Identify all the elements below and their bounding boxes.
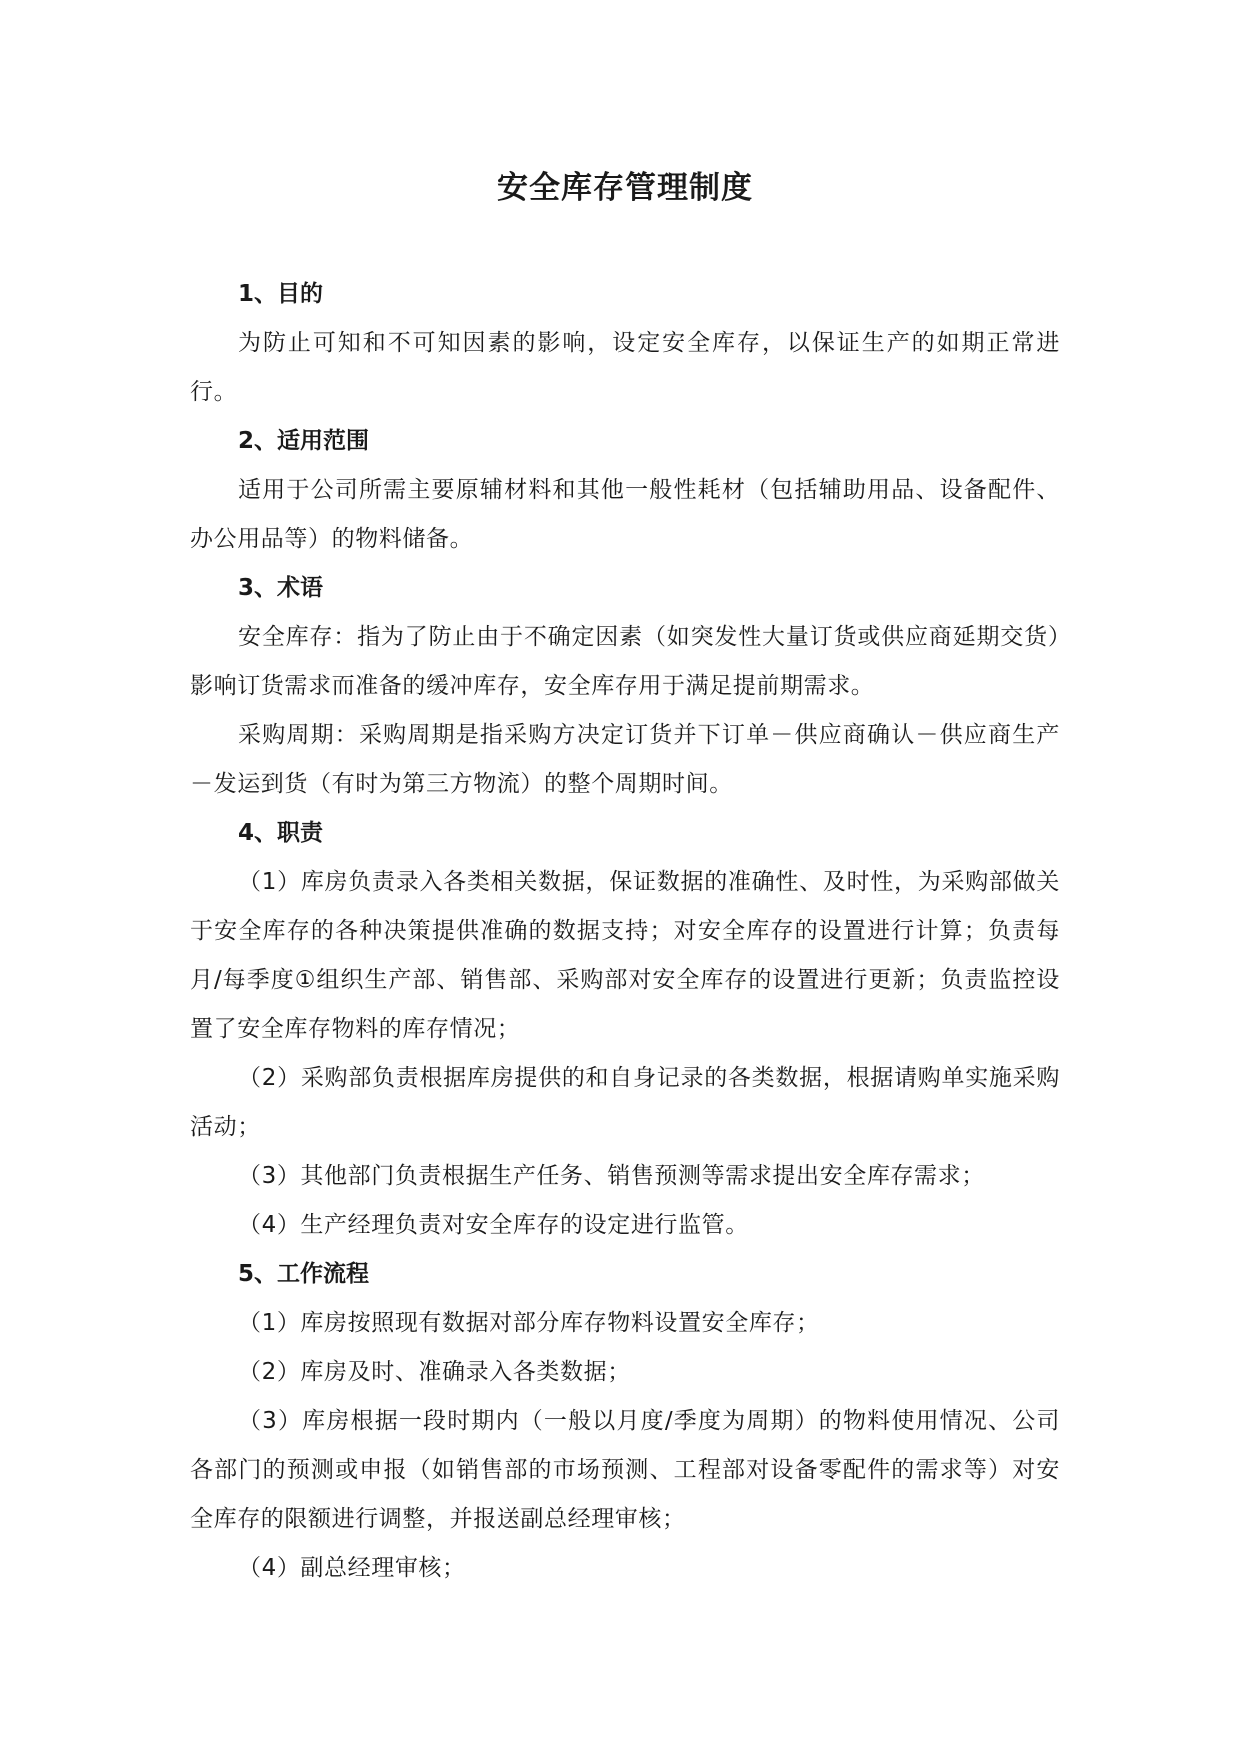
section-heading: 1、目的	[238, 281, 324, 307]
section-heading: 4、职责	[238, 820, 324, 846]
responsibility-item: （1）库房负责录入各类相关数据，保证数据的准确性、及时性，为采购部做关于安全库存的各种决策提供准确的数据支持；对安全库存的设置进行计算；负责每月/每季度①组织生产部、销售部、采购部对安全库存的设置进行更新；负责监控设置了安全库存物料的库存情况；	[190, 869, 1060, 1042]
section-responsibilities	[190, 809, 1060, 1250]
responsibility-item: （3）其他部门负责根据生产任务、销售预测等需求提出安全库存需求；	[238, 1163, 985, 1189]
section-paragraph: 为防止可知和不可知因素的影响，设定安全库存，以保证生产的如期正常进行。	[190, 330, 1060, 405]
term-safety-stock: 安全库存：指为了防止由于不确定因素（如突发性大量订货或供应商延期交货）影响订货需求而准备的缓冲库存，安全库存用于满足提前期需求。	[190, 624, 1060, 699]
term-purchase-cycle: 采购周期：采购周期是指采购方决定订货并下订单－供应商确认－供应商生产－发运到货（有时为第三方物流）的整个周期时间。	[190, 722, 1060, 797]
section-heading: 5、工作流程	[238, 1261, 370, 1287]
document-title: 安全库存管理制度	[497, 170, 753, 206]
workflow-step: （3）库房根据一段时期内（一般以月度/季度为周期）的物料使用情况、公司各部门的预测或申报（如销售部的市场预测、工程部对设备零配件的需求等）对安全库存的限额进行调整，并报送副总经理审核；	[190, 1408, 1060, 1532]
responsibility-item: （2）采购部负责根据库房提供的和自身记录的各类数据，根据请购单实施采购活动；	[190, 1065, 1060, 1140]
section-scope	[190, 417, 1060, 564]
section-terms	[190, 564, 1060, 809]
section-workflow	[190, 1250, 1060, 1593]
section-heading: 2、适用范围	[238, 428, 370, 454]
workflow-step: （2）库房及时、准确录入各类数据；	[238, 1359, 631, 1385]
document-body	[190, 270, 1060, 1593]
workflow-step: （4）副总经理审核；	[238, 1555, 466, 1581]
section-paragraph: 适用于公司所需主要原辅材料和其他一般性耗材（包括辅助用品、设备配件、办公用品等）的物料储备。	[190, 477, 1060, 552]
workflow-step: （1）库房按照现有数据对部分库存物料设置安全库存；	[238, 1310, 820, 1336]
responsibility-item: （4）生产经理负责对安全库存的设定进行监管。	[238, 1212, 749, 1238]
section-purpose	[190, 270, 1060, 417]
section-heading: 3、术语	[238, 575, 324, 601]
